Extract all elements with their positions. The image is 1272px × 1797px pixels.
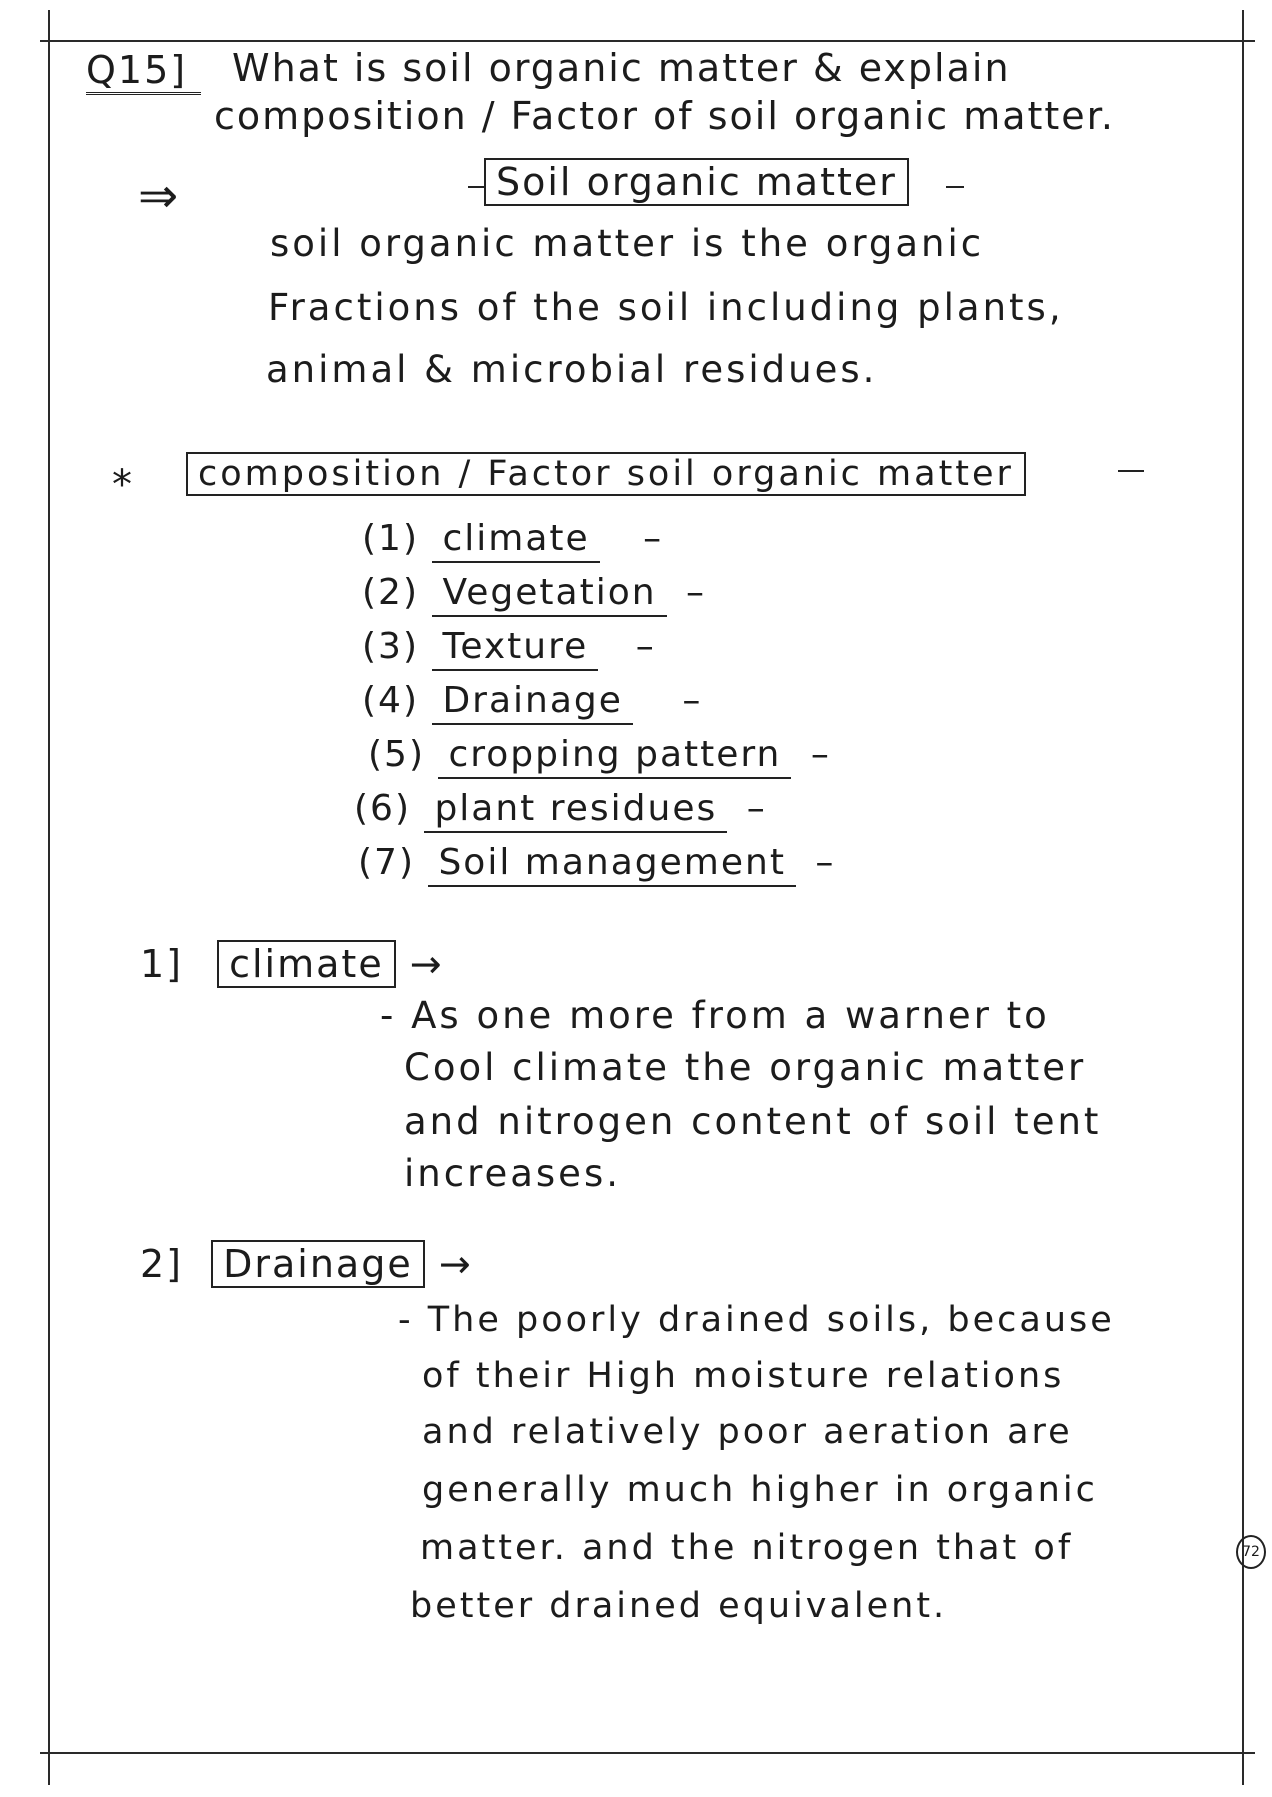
composition-heading — [186, 452, 1026, 496]
section-title: Drainage — [211, 1240, 425, 1288]
answer-arrow-icon: ⇒ — [138, 168, 181, 224]
factor-label: Soil management — [428, 842, 795, 887]
right-margin-line — [1242, 10, 1244, 1785]
factor-number: (2) — [362, 572, 419, 613]
section-drainage-header — [140, 1240, 473, 1288]
factor-dash: – — [746, 788, 767, 829]
climate-line-1: - As one more from a warner to — [380, 994, 1050, 1037]
factor-number: (3) — [362, 626, 419, 667]
page-number: 72 — [1242, 1544, 1260, 1560]
factor-item — [358, 842, 835, 887]
factor-label: cropping pattern — [438, 734, 791, 779]
section-number: 1] — [140, 942, 184, 986]
heading-box: Soil organic matter — [484, 158, 909, 206]
factor-dash: – — [682, 680, 703, 721]
factor-item — [368, 734, 831, 779]
top-margin-line — [40, 40, 1255, 42]
soil-organic-matter-heading — [484, 158, 909, 206]
definition-line-3: animal & microbial residues. — [266, 348, 878, 391]
drainage-line-2: of their High moisture relations — [422, 1356, 1065, 1396]
factor-number: (6) — [354, 788, 411, 829]
question-line-2: composition / Factor of soil organic matter. — [214, 94, 1115, 138]
star-bullet: * — [112, 462, 134, 508]
factor-item — [354, 788, 767, 833]
factor-label: Vegetation — [432, 572, 666, 617]
drainage-line-5: matter. and the nitrogen that of — [420, 1528, 1074, 1568]
factor-dash: – — [815, 842, 836, 883]
factor-label: Drainage — [432, 680, 632, 725]
drainage-line-1: - The poorly drained soils, because — [398, 1300, 1115, 1340]
factor-label: climate — [432, 518, 599, 563]
heading-rule-right — [946, 186, 964, 188]
factor-number: (1) — [362, 518, 419, 559]
definition-line-1: soil organic matter is the organic — [270, 222, 985, 265]
section-title: climate — [217, 940, 396, 988]
right-arrow-icon: → — [438, 1242, 473, 1286]
factor-label: plant residues — [424, 788, 727, 833]
question-line-1: What is soil organic matter & explain — [232, 46, 1011, 90]
factor-dash: – — [686, 572, 707, 613]
factor-item — [362, 680, 702, 725]
drainage-line-4: generally much higher in organic — [422, 1470, 1098, 1510]
composition-rule-right — [1118, 470, 1144, 472]
factor-number: (4) — [362, 680, 419, 721]
factor-label: Texture — [432, 626, 598, 671]
composition-box: composition / Factor soil organic matter — [186, 452, 1026, 496]
section-climate-header — [140, 940, 444, 988]
factor-dash: – — [643, 518, 664, 559]
factor-item — [362, 572, 706, 617]
heading-rule-left — [468, 186, 484, 188]
factor-item — [362, 518, 663, 563]
climate-line-4: increases. — [404, 1152, 621, 1195]
bottom-margin-line — [40, 1752, 1255, 1754]
section-number: 2] — [140, 1242, 184, 1286]
page-number-badge — [1236, 1535, 1266, 1569]
left-margin-line — [48, 10, 50, 1785]
definition-line-2: Fractions of the soil including plants, — [268, 286, 1064, 329]
factor-dash: – — [810, 734, 831, 775]
drainage-line-3: and relatively poor aeration are — [422, 1412, 1073, 1452]
factor-number: (5) — [368, 734, 425, 775]
climate-line-2: Cool climate the organic matter — [404, 1046, 1087, 1089]
factor-dash: – — [635, 626, 656, 667]
right-arrow-icon: → — [409, 942, 444, 986]
climate-line-3: and nitrogen content of soil tent — [404, 1100, 1102, 1143]
factor-item — [362, 626, 656, 671]
question-number: Q15] — [86, 48, 201, 95]
drainage-line-6: better drained equivalent. — [410, 1586, 948, 1626]
factor-number: (7) — [358, 842, 415, 883]
